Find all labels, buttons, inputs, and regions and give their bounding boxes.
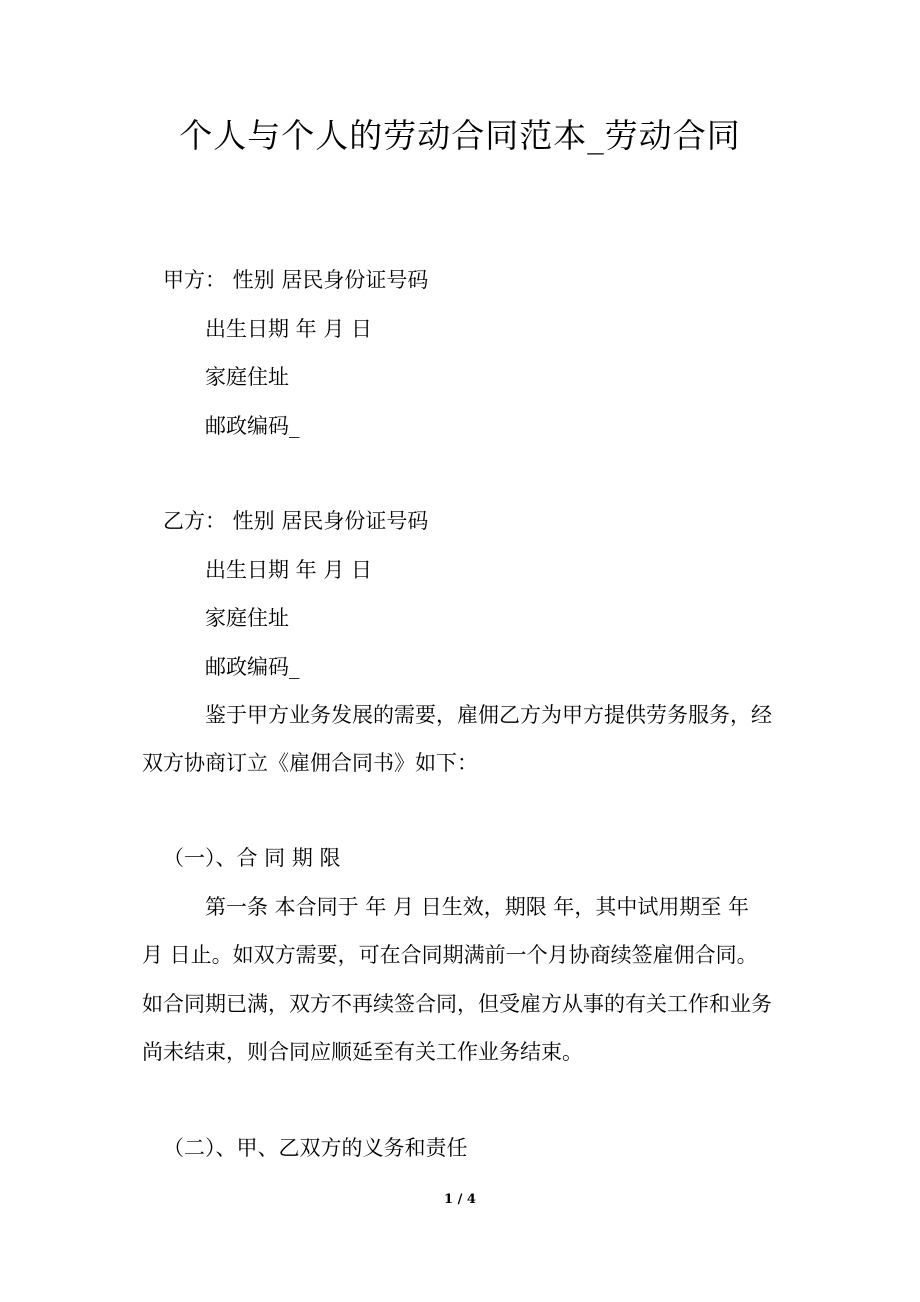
party-a-address: 家庭住址 bbox=[205, 365, 289, 389]
article-1-line-1: 第一条 本合同于 年 月 日生效，期限 年，其中试用期至 年 bbox=[205, 895, 750, 919]
party-a-header: 甲方： 性别 居民身份证号码 bbox=[163, 268, 429, 292]
party-b-address: 家庭住址 bbox=[205, 606, 289, 630]
article-1-line-4: 尚未结束，则合同应顺延至有关工作业务结束。 bbox=[142, 1040, 583, 1064]
party-a-birth: 出生日期 年 月 日 bbox=[205, 317, 373, 341]
section-2-heading: （二）、甲、乙双方的义务和责任 bbox=[163, 1136, 468, 1160]
party-a-postcode: 邮政编码_ bbox=[205, 414, 300, 438]
article-1-line-3: 如合同期已满，双方不再续签合同，但受雇方从事的有关工作和业务 bbox=[142, 992, 772, 1016]
article-1-line-2: 月 日止。如双方需要，可在合同期满前一个月协商续签雇佣合同。 bbox=[142, 943, 758, 967]
page-number: 1 / 4 bbox=[444, 1192, 476, 1207]
party-b-birth: 出生日期 年 月 日 bbox=[205, 558, 373, 582]
party-b-header: 乙方： 性别 居民身份证号码 bbox=[163, 509, 429, 533]
document-title: 个人与个人的劳动合同范本_劳动合同 bbox=[179, 116, 741, 155]
preamble-line-1: 鉴于甲方业务发展的需要，雇佣乙方为甲方提供劳务服务，经 bbox=[205, 703, 772, 727]
section-1-heading: （一）、合 同 期 限 bbox=[163, 846, 341, 870]
preamble-line-2: 双方协商订立《雇佣合同书》如下： bbox=[142, 751, 478, 775]
party-b-postcode: 邮政编码_ bbox=[205, 655, 300, 679]
